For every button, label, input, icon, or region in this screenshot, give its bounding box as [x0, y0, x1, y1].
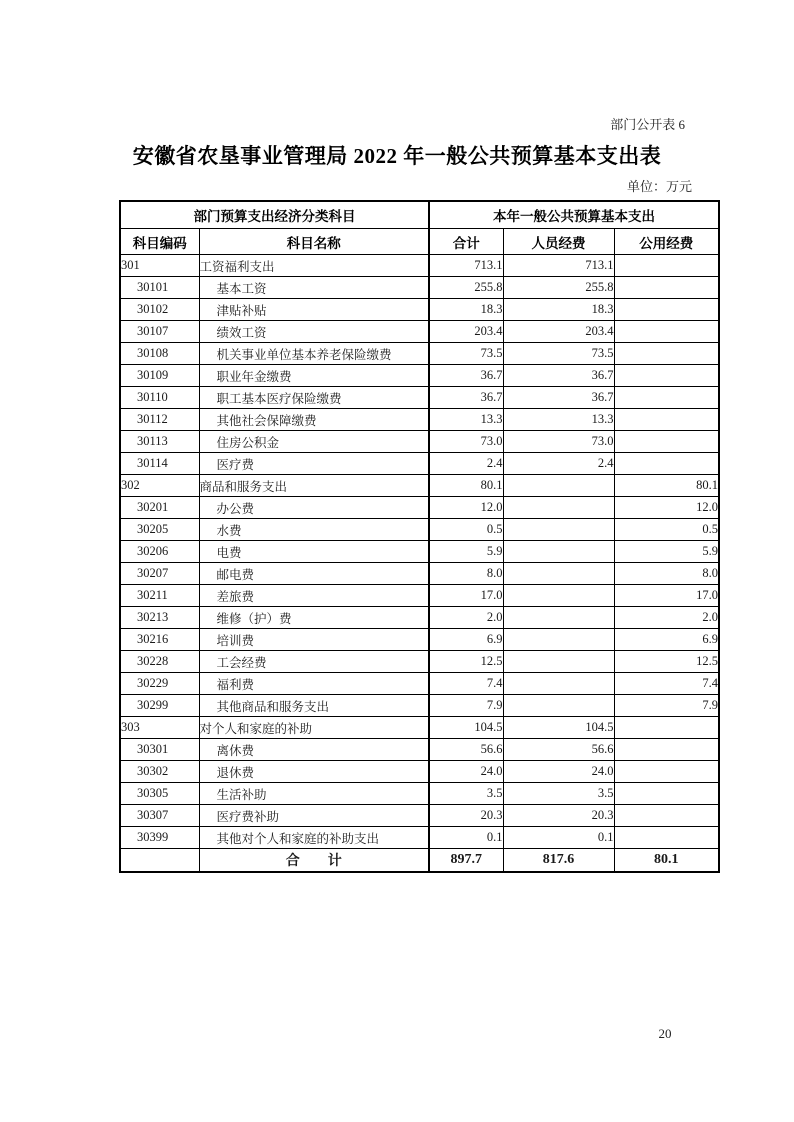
- code-cell: 30399: [120, 827, 199, 849]
- name-cell: 其他商品和服务支出: [199, 695, 429, 717]
- name-cell: 职工基本医疗保险缴费: [199, 387, 429, 409]
- page-number: 20: [658, 1026, 672, 1041]
- column-header-name: 科目名称: [199, 229, 429, 255]
- table-row: [120, 387, 719, 409]
- code-cell: 30301: [120, 739, 199, 761]
- code-cell: 30207: [120, 563, 199, 585]
- personnel-cell: 36.7: [503, 387, 614, 409]
- total-cell: 12.5: [429, 651, 503, 673]
- table-row: [120, 695, 719, 717]
- table-row: [120, 717, 719, 739]
- public-cell: [614, 255, 719, 277]
- total-row-personnel: 817.6: [503, 849, 614, 873]
- page-title: 安徽省农垦事业管理局 2022 年一般公共预算基本支出表: [132, 144, 662, 168]
- total-cell: 3.5: [429, 783, 503, 805]
- budget-table: [119, 200, 720, 873]
- column-header-total: 合计: [429, 229, 503, 255]
- code-cell: 30101: [120, 277, 199, 299]
- code-cell: 302: [120, 475, 199, 497]
- code-cell: 30109: [120, 365, 199, 387]
- name-cell: 其他社会保障缴费: [199, 409, 429, 431]
- name-cell: 水费: [199, 519, 429, 541]
- table-row: [120, 453, 719, 475]
- unit-label: 单位：万元: [626, 179, 692, 194]
- total-cell: 203.4: [429, 321, 503, 343]
- public-cell: [614, 805, 719, 827]
- code-cell: 30211: [120, 585, 199, 607]
- public-cell: [614, 431, 719, 453]
- total-cell: 104.5: [429, 717, 503, 739]
- group-header-classification: 部门预算支出经济分类科目: [120, 201, 429, 229]
- column-header-code: 科目编码: [120, 229, 199, 255]
- code-cell: 30114: [120, 453, 199, 475]
- total-cell: 12.0: [429, 497, 503, 519]
- name-cell: 对个人和家庭的补助: [199, 717, 429, 739]
- personnel-cell: 203.4: [503, 321, 614, 343]
- table-row: [120, 365, 719, 387]
- total-cell: 7.9: [429, 695, 503, 717]
- total-cell: 56.6: [429, 739, 503, 761]
- code-cell: 30307: [120, 805, 199, 827]
- personnel-cell: [503, 475, 614, 497]
- total-cell: 13.3: [429, 409, 503, 431]
- public-cell: 0.5: [614, 519, 719, 541]
- total-row-empty-cell: [120, 849, 199, 873]
- public-cell: 7.9: [614, 695, 719, 717]
- name-cell: 基本工资: [199, 277, 429, 299]
- table-row: [120, 321, 719, 343]
- public-cell: 7.4: [614, 673, 719, 695]
- table-row: [120, 519, 719, 541]
- total-cell: 73.5: [429, 343, 503, 365]
- personnel-cell: [503, 651, 614, 673]
- code-cell: 30213: [120, 607, 199, 629]
- personnel-cell: 56.6: [503, 739, 614, 761]
- name-cell: 住房公积金: [199, 431, 429, 453]
- personnel-cell: [503, 541, 614, 563]
- total-cell: 2.0: [429, 607, 503, 629]
- code-cell: 30228: [120, 651, 199, 673]
- public-cell: [614, 409, 719, 431]
- total-cell: 36.7: [429, 387, 503, 409]
- personnel-cell: 13.3: [503, 409, 614, 431]
- name-cell: 工资福利支出: [199, 255, 429, 277]
- public-cell: 80.1: [614, 475, 719, 497]
- public-cell: [614, 739, 719, 761]
- personnel-cell: [503, 607, 614, 629]
- table-row: [120, 629, 719, 651]
- table-row: [120, 277, 719, 299]
- public-cell: [614, 783, 719, 805]
- table-row: [120, 299, 719, 321]
- total-cell: 0.1: [429, 827, 503, 849]
- total-row-public: 80.1: [614, 849, 719, 873]
- public-cell: [614, 453, 719, 475]
- total-cell: 6.9: [429, 629, 503, 651]
- name-cell: 医疗费: [199, 453, 429, 475]
- total-cell: 20.3: [429, 805, 503, 827]
- name-cell: 其他对个人和家庭的补助支出: [199, 827, 429, 849]
- code-cell: 30110: [120, 387, 199, 409]
- personnel-cell: [503, 563, 614, 585]
- total-row-total: 897.7: [429, 849, 503, 873]
- total-cell: 5.9: [429, 541, 503, 563]
- name-cell: 离休费: [199, 739, 429, 761]
- table-row: [120, 431, 719, 453]
- table-area: [119, 200, 720, 873]
- public-cell: [614, 827, 719, 849]
- total-row: [120, 849, 719, 873]
- public-cell: 2.0: [614, 607, 719, 629]
- name-cell: 维修（护）费: [199, 607, 429, 629]
- name-cell: 工会经费: [199, 651, 429, 673]
- personnel-cell: 20.3: [503, 805, 614, 827]
- column-header-personnel: 人员经费: [503, 229, 614, 255]
- code-cell: 303: [120, 717, 199, 739]
- code-cell: 30205: [120, 519, 199, 541]
- public-cell: 12.5: [614, 651, 719, 673]
- public-cell: 5.9: [614, 541, 719, 563]
- personnel-cell: [503, 629, 614, 651]
- table-row: [120, 343, 719, 365]
- personnel-cell: 73.5: [503, 343, 614, 365]
- code-cell: 30107: [120, 321, 199, 343]
- table-row: [120, 563, 719, 585]
- name-cell: 电费: [199, 541, 429, 563]
- table-row: [120, 651, 719, 673]
- public-cell: [614, 717, 719, 739]
- personnel-cell: 3.5: [503, 783, 614, 805]
- total-cell: 2.4: [429, 453, 503, 475]
- personnel-cell: [503, 497, 614, 519]
- name-cell: 差旅费: [199, 585, 429, 607]
- table-row: [120, 409, 719, 431]
- public-cell: 6.9: [614, 629, 719, 651]
- personnel-cell: 24.0: [503, 761, 614, 783]
- name-cell: 生活补助: [199, 783, 429, 805]
- total-cell: 7.4: [429, 673, 503, 695]
- personnel-cell: 18.3: [503, 299, 614, 321]
- code-cell: 30201: [120, 497, 199, 519]
- table-row: [120, 497, 719, 519]
- code-cell: 30108: [120, 343, 199, 365]
- public-cell: [614, 343, 719, 365]
- table-row: [120, 761, 719, 783]
- table-row: [120, 673, 719, 695]
- table-body: [120, 255, 719, 849]
- table-row: [120, 805, 719, 827]
- corner-label: 部门公开表 6: [610, 117, 685, 132]
- personnel-cell: 255.8: [503, 277, 614, 299]
- name-cell: 福利费: [199, 673, 429, 695]
- personnel-cell: 73.0: [503, 431, 614, 453]
- name-cell: 办公费: [199, 497, 429, 519]
- code-cell: 30299: [120, 695, 199, 717]
- table-row: [120, 541, 719, 563]
- personnel-cell: 2.4: [503, 453, 614, 475]
- table-row: [120, 255, 719, 277]
- code-cell: 30113: [120, 431, 199, 453]
- personnel-cell: 713.1: [503, 255, 614, 277]
- table-column-header-row: [120, 229, 719, 255]
- name-cell: 培训费: [199, 629, 429, 651]
- personnel-cell: 36.7: [503, 365, 614, 387]
- total-cell: 80.1: [429, 475, 503, 497]
- public-cell: [614, 299, 719, 321]
- name-cell: 邮电费: [199, 563, 429, 585]
- total-cell: 0.5: [429, 519, 503, 541]
- code-cell: 30305: [120, 783, 199, 805]
- total-cell: 73.0: [429, 431, 503, 453]
- personnel-cell: 0.1: [503, 827, 614, 849]
- name-cell: 职业年金缴费: [199, 365, 429, 387]
- total-cell: 24.0: [429, 761, 503, 783]
- total-cell: 255.8: [429, 277, 503, 299]
- total-cell: 713.1: [429, 255, 503, 277]
- public-cell: 17.0: [614, 585, 719, 607]
- table-row: [120, 585, 719, 607]
- total-cell: 18.3: [429, 299, 503, 321]
- public-cell: [614, 277, 719, 299]
- code-cell: 301: [120, 255, 199, 277]
- code-cell: 30229: [120, 673, 199, 695]
- total-cell: 8.0: [429, 563, 503, 585]
- total-cell: 36.7: [429, 365, 503, 387]
- public-cell: [614, 761, 719, 783]
- name-cell: 医疗费补助: [199, 805, 429, 827]
- table-row: [120, 739, 719, 761]
- table-row: [120, 783, 719, 805]
- personnel-cell: [503, 519, 614, 541]
- table-row: [120, 607, 719, 629]
- code-cell: 30112: [120, 409, 199, 431]
- code-cell: 30206: [120, 541, 199, 563]
- total-row-label: 合 计: [199, 849, 429, 873]
- personnel-cell: 104.5: [503, 717, 614, 739]
- personnel-cell: [503, 673, 614, 695]
- public-cell: 8.0: [614, 563, 719, 585]
- personnel-cell: [503, 695, 614, 717]
- public-cell: [614, 321, 719, 343]
- name-cell: 津贴补贴: [199, 299, 429, 321]
- code-cell: 30302: [120, 761, 199, 783]
- group-header-budget: 本年一般公共预算基本支出: [429, 201, 719, 229]
- public-cell: [614, 365, 719, 387]
- public-cell: 12.0: [614, 497, 719, 519]
- total-cell: 17.0: [429, 585, 503, 607]
- code-cell: 30216: [120, 629, 199, 651]
- name-cell: 绩效工资: [199, 321, 429, 343]
- name-cell: 机关事业单位基本养老保险缴费: [199, 343, 429, 365]
- name-cell: 退休费: [199, 761, 429, 783]
- personnel-cell: [503, 585, 614, 607]
- table-row: [120, 827, 719, 849]
- name-cell: 商品和服务支出: [199, 475, 429, 497]
- column-header-public: 公用经费: [614, 229, 719, 255]
- table-group-header-row: [120, 201, 719, 229]
- public-cell: [614, 387, 719, 409]
- table-row: [120, 475, 719, 497]
- code-cell: 30102: [120, 299, 199, 321]
